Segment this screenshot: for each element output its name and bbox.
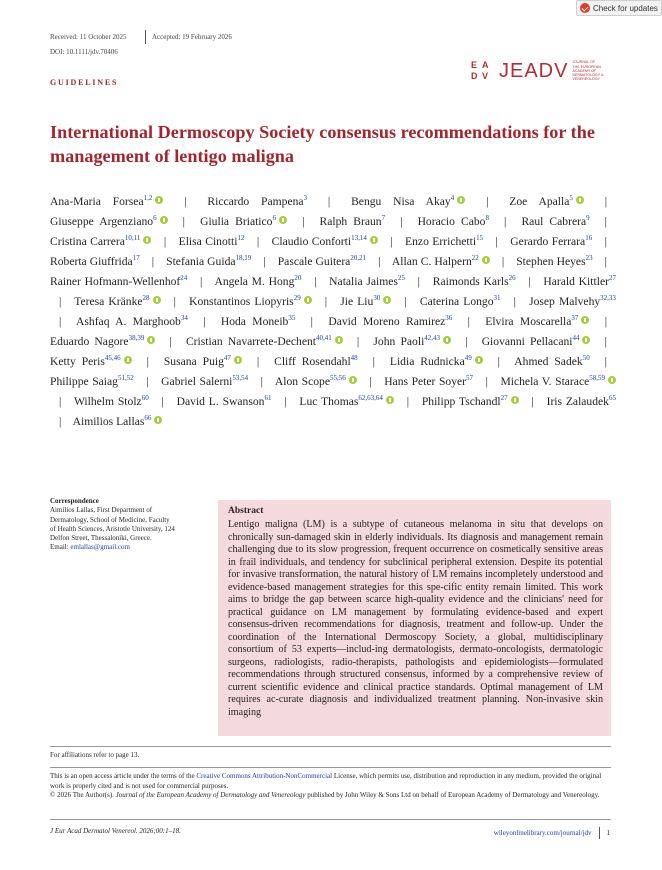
abstract-heading: Abstract (228, 506, 264, 516)
affiliation-ref[interactable]: 29 (293, 294, 301, 302)
correspondence (50, 497, 200, 553)
author-separator: | (314, 275, 317, 288)
author-separator: | (146, 355, 149, 368)
affiliation-ref[interactable]: 38,39 (128, 334, 145, 342)
orcid-icon[interactable] (143, 236, 151, 244)
affiliation-ref[interactable]: 5 (569, 194, 573, 202)
author-separator: | (604, 355, 607, 368)
correspondence-email-link[interactable]: emlallas@gmail.com (70, 543, 130, 552)
author-separator: | (310, 315, 313, 328)
author-name: Caterina Longo (419, 295, 494, 308)
author-separator: | (302, 215, 305, 228)
author (319, 215, 385, 228)
author-separator: | (324, 295, 328, 308)
author (161, 375, 248, 388)
author-separator: | (486, 195, 489, 208)
affiliation-ref[interactable]: 51,52 (117, 374, 134, 382)
affiliation-ref[interactable]: 50 (582, 354, 590, 362)
check-for-updates-button[interactable] (576, 0, 662, 16)
author (189, 295, 312, 308)
author-name: Alon Scope (274, 375, 330, 388)
affiliation-ref[interactable]: 44 (572, 334, 580, 342)
journal-logo (471, 60, 611, 82)
author-name: Raimonds Karls (432, 275, 509, 288)
orcid-icon[interactable] (482, 256, 490, 264)
author-separator: | (604, 335, 607, 348)
affiliation-ref[interactable]: 60 (141, 394, 149, 402)
affiliation-ref[interactable]: 3 (303, 194, 308, 202)
orcid-icon[interactable] (124, 356, 132, 364)
affiliation-ref[interactable]: 32,33 (600, 294, 616, 302)
affiliation-ref[interactable]: 10,11 (124, 234, 141, 242)
author (485, 315, 589, 328)
author-name: Zoe Apalla (509, 195, 570, 208)
author-separator: | (356, 335, 360, 348)
author (482, 335, 591, 348)
author-separator: | (404, 295, 407, 308)
author-name: Konstantinos Liopyris (189, 295, 294, 308)
author-name: Teresa Kränke (74, 295, 143, 308)
author (272, 235, 378, 248)
author (351, 195, 465, 208)
author-separator: | (256, 235, 260, 248)
author-name: Cristian Navarrete-Dechent (185, 335, 317, 348)
author-name: Enzo Errichetti (405, 235, 477, 248)
affiliation-ref[interactable]: 62,63,64 (358, 394, 383, 402)
affiliation-ref[interactable]: 20 (294, 274, 302, 282)
author-separator: | (146, 375, 149, 388)
author-name: Ralph Braun (319, 215, 382, 228)
affiliation-ref[interactable]: 26 (508, 274, 516, 282)
author-name: Ashfaq A. Marghoob (76, 315, 181, 328)
author-separator: | (161, 395, 164, 408)
author (529, 295, 616, 308)
author (514, 355, 589, 368)
orcid-icon[interactable] (581, 316, 589, 324)
author-separator: | (467, 315, 470, 328)
author-separator: | (260, 375, 263, 388)
author (214, 275, 301, 288)
orcid-icon[interactable] (457, 196, 465, 204)
orcid-icon[interactable] (582, 336, 590, 344)
author-name: Michela V. Starace (500, 375, 590, 388)
author-name: Raul Cabrera (521, 215, 587, 228)
orcid-icon[interactable] (349, 376, 357, 384)
orcid-icon[interactable] (154, 416, 162, 424)
author-name: Gabriel Salerni (161, 375, 233, 388)
author-name: Natalia Jaimes (329, 275, 398, 288)
orcid-icon[interactable] (608, 376, 616, 384)
author (420, 295, 501, 308)
author (200, 215, 287, 228)
affiliation-ref[interactable]: 49 (464, 354, 472, 362)
author-separator: | (59, 315, 62, 328)
author-name: Bengu Nisa Akay (351, 195, 451, 208)
author (516, 255, 592, 268)
author-separator: | (200, 275, 203, 288)
author-separator: | (528, 275, 531, 288)
author-separator: | (151, 255, 155, 268)
author-separator: | (604, 255, 607, 268)
author-separator: | (173, 295, 176, 308)
section-label: GUIDELINES (50, 78, 119, 87)
divider (50, 819, 611, 820)
author-separator: | (182, 215, 185, 228)
author (510, 235, 592, 248)
author (433, 275, 516, 288)
correspondence-line: Dermatology, School of Medicine, Faculty (50, 515, 170, 524)
article-title: International Dermoscopy Society consensus recommendations for the management of lentigo maligna (50, 122, 595, 166)
orcid-icon[interactable] (335, 336, 343, 344)
author-name: Philippe Saiag (50, 375, 118, 388)
orcid-icon[interactable] (304, 296, 312, 304)
author-name: Hans Peter Soyer (384, 375, 466, 388)
author (340, 295, 391, 308)
author-separator: | (417, 275, 420, 288)
author (50, 355, 132, 368)
author-separator: | (169, 335, 172, 348)
affiliation-ref[interactable]: 15 (476, 234, 484, 242)
affiliation-ref[interactable]: 28 (142, 294, 150, 302)
author (509, 195, 584, 208)
author-name: Riccardo Pampena (207, 195, 304, 208)
divider (50, 767, 611, 768)
author-name: Eduardo Nagore (50, 335, 129, 348)
affiliation-ref[interactable]: 36 (445, 314, 453, 322)
author (76, 315, 188, 328)
affiliation-ref[interactable]: 18,19 (235, 254, 252, 262)
author (392, 255, 490, 268)
author-name: Philipp Tschandl (421, 395, 501, 408)
received-date: Received: 11 October 2025 (50, 33, 127, 41)
author (50, 275, 187, 288)
author (74, 395, 149, 408)
author-name: Giovanni Pellacani (481, 335, 573, 348)
author (274, 355, 358, 368)
correspondence-heading: Correspondence (50, 497, 99, 505)
affiliation-ref[interactable]: 7 (381, 214, 386, 222)
author-separator: | (504, 215, 507, 228)
affiliation-ref[interactable]: 48 (350, 354, 358, 362)
affiliation-ref[interactable]: 66 (144, 414, 152, 422)
author-name: Gerardo Ferrara (510, 235, 586, 248)
author-separator: | (59, 415, 62, 428)
affiliation-ref[interactable]: 20,21 (350, 254, 367, 262)
correspondence-line: Delfon Street, Thessaloniki, Greece. (50, 534, 152, 543)
author (521, 215, 589, 228)
author-name: Stefania Guida (166, 255, 236, 268)
correspondence-email-line: Email: emlallas@gmail.com (50, 543, 130, 552)
author-separator: | (284, 395, 287, 408)
author-name: Allan C. Halpern (391, 255, 472, 268)
affiliation-ref[interactable]: 47 (223, 354, 231, 362)
author-separator: | (400, 215, 403, 228)
author-separator: | (327, 195, 331, 208)
author-name: Lidia Rudnicka (389, 355, 465, 368)
affiliation-ref[interactable]: 17 (132, 254, 140, 262)
author (547, 395, 616, 408)
author-separator: | (495, 235, 498, 248)
author-name: Hoda Moneib (220, 315, 289, 328)
author-separator: | (59, 295, 62, 308)
author-separator: | (465, 335, 468, 348)
journal-tagline: JOURNAL OF THE EUROPEAN ACADEMY OF DERMATOLOGY & VENEREOLOGY (572, 60, 604, 82)
author-name: Elvira Moscarella (485, 315, 572, 328)
author (73, 415, 163, 428)
affiliation-ref[interactable]: 27 (608, 274, 616, 282)
affiliation-ref[interactable]: 37 (571, 314, 579, 322)
author-name: Harald Kittler (543, 275, 609, 288)
orcid-icon[interactable] (386, 396, 394, 404)
author (50, 375, 134, 388)
author-separator: | (604, 235, 607, 248)
abstract-text: Lentigo maligna (LM) is a subtype of cutaneous melanoma in situ that develops on chronically sun-damaged skin in elderly individuals. Its diagnosis and management remain challenging due to its slow progression, frequent occurrence on cosmetically sensitive areas in frail individuals, and tendency for subclinical peripheral extension. Despite its potential for invasive transformation, the natural history of LM remains incompletely understood and evidence-based management strategies for this spe-cific entity remain limited. This work aims to bridge the gap between scarce high-quality evidence and the clinicians' need for practical guidance on LM management by formulating evidence-based and expert consensus-driven recommendations for diagnosis, treatment and follow-up. Under the coordination of the International Dermoscopy Society, a global, multidisciplinary consortium of 53 experts—includ-ing dermatologists, dermato-oncologists, dermatologic surgeons, radiologists, radio-therapists, pathologists and epidemiologists—formulated recommendations through structured consensus, informed by a comprehensive review of current scientific evidence and clinical practice standards. Optimal management of LM requires ac-curate diagnosis and individualized treatment planning. Non-invasive skin imaging (228, 519, 603, 718)
affiliation-ref[interactable]: 16 (585, 234, 593, 242)
affiliations-note: For affiliations refer to page 13. (50, 751, 140, 759)
author-separator: | (497, 355, 500, 368)
author-separator: | (369, 375, 372, 388)
affiliation-ref[interactable]: 53,54 (232, 374, 249, 382)
page-number: 1 (606, 829, 610, 837)
author-separator: | (372, 355, 375, 368)
author-separator: | (184, 195, 187, 208)
author (179, 235, 245, 248)
author (299, 395, 393, 408)
author-name: Iris Zalaudek (546, 395, 609, 408)
meta-divider (145, 30, 146, 44)
author (384, 375, 473, 388)
author-name: Wilhelm Stolz (73, 395, 142, 408)
author-separator: | (378, 255, 381, 268)
author-name: Elisa Cinotti (178, 235, 238, 248)
author (405, 235, 483, 248)
affiliation-ref[interactable]: 31 (493, 294, 501, 302)
author-separator: | (513, 295, 516, 308)
author (422, 395, 519, 408)
author-separator: | (256, 355, 260, 368)
license-notice: This is an open access article under the terms of the Creative Commons Attribution-NonCommercial License, which permits use, distribution and reproduction in any medium, provided the original work is properly cited and is not used for commercial purposes. © 2026 The Author(s). Journal of the European Academy of Dermatology and Venereology published by John Wiley & Sons Ltd on behalf of European Academy of Dermatology and Venereology. (50, 772, 602, 799)
orcid-icon[interactable] (511, 396, 519, 404)
footer-divider (599, 827, 600, 839)
license-link[interactable]: Creative Commons Attribution-NonCommercial (196, 772, 333, 780)
orcid-icon[interactable] (370, 236, 378, 244)
author (329, 275, 405, 288)
author-separator: | (531, 395, 534, 408)
author-name: Ketty Peris (50, 355, 105, 368)
author (186, 335, 343, 348)
author-separator: | (406, 395, 410, 408)
author-name: Cliff Rosendahl (274, 355, 351, 368)
author-name: Horacio Cabo (417, 215, 486, 228)
author-name: Aimilios Lallas (72, 415, 145, 428)
author (207, 195, 307, 208)
affiliation-ref[interactable]: 25 (397, 274, 405, 282)
author-separator: | (604, 195, 608, 208)
check-updates-label: Check for updates (593, 3, 658, 13)
author-separator: | (203, 315, 206, 328)
orcid-icon[interactable] (443, 336, 451, 344)
author-name: Giuseppe Argenziano (50, 215, 154, 228)
orcid-icon[interactable] (160, 216, 168, 224)
author-separator: | (59, 395, 62, 408)
affiliation-ref[interactable]: 23 (585, 254, 593, 262)
author-name: Pascale Guitera (277, 255, 351, 268)
author (50, 335, 155, 348)
author-name: David Moreno Ramirez (328, 315, 446, 328)
affiliation-ref[interactable]: 57 (466, 374, 473, 382)
author-separator: | (263, 255, 266, 268)
affiliation-ref[interactable]: 55,56 (329, 374, 346, 382)
author (74, 295, 160, 308)
affiliation-ref[interactable]: 34 (180, 314, 188, 322)
author-name: Roberta Giuffrida (50, 255, 133, 268)
author-name: Claudio Conforti (271, 235, 352, 248)
correspondence-line: of Health Sciences, Aristotle University, 124 (50, 524, 175, 533)
author (500, 375, 616, 388)
check-updates-icon (580, 3, 590, 13)
affiliation-ref[interactable]: 4 (450, 194, 455, 202)
author (278, 255, 366, 268)
affiliation-ref[interactable]: 1,2 (143, 194, 153, 202)
author-name: Ana-Maria Forsea (50, 195, 144, 208)
affiliation-ref[interactable]: 35 (288, 314, 296, 322)
accepted-date: Accepted: 19 February 2026 (152, 33, 232, 41)
author-name: Giulia Briatico (200, 215, 273, 228)
author (177, 395, 272, 408)
author-name: Luc Thomas (299, 395, 359, 408)
author (50, 235, 151, 248)
affiliation-ref[interactable]: 12 (237, 234, 245, 242)
author-separator: | (163, 235, 167, 248)
affiliation-ref[interactable]: 42,43 (424, 334, 441, 342)
affiliation-ref[interactable]: 45,46 (104, 354, 121, 362)
affiliation-ref[interactable]: 8 (485, 214, 489, 222)
author-separator: | (604, 215, 607, 228)
author-name: David L. Swanson (176, 395, 265, 408)
orcid-icon[interactable] (147, 336, 155, 344)
citation: J Eur Acad Dermatol Venereol. 2026;00:1–18. (50, 827, 181, 835)
affiliation-ref[interactable]: 13,14 (351, 234, 367, 242)
author (50, 195, 163, 208)
author (418, 215, 489, 228)
author-name: Cristina Carrera (50, 235, 125, 248)
affiliation-ref[interactable]: 30 (373, 294, 381, 302)
author-separator: | (604, 315, 608, 328)
correspondence-line: Aimilios Lallas, First Department of (50, 506, 153, 515)
author (328, 315, 452, 328)
author (390, 355, 483, 368)
author-list (50, 192, 616, 432)
author (275, 375, 357, 388)
author-name: Jie Liu (340, 295, 374, 308)
affiliation-ref[interactable]: 6 (272, 214, 276, 222)
author-name: Susana Puig (163, 355, 224, 368)
author-separator: | (390, 235, 393, 248)
divider (50, 746, 611, 747)
affiliation-ref[interactable]: 58,59 (589, 374, 605, 382)
affiliation-ref[interactable]: 6 (153, 214, 157, 222)
author (373, 335, 451, 348)
affiliation-ref[interactable]: 61 (264, 394, 272, 402)
orcid-icon[interactable] (155, 196, 163, 204)
author (164, 355, 242, 368)
eadv-mark-icon: E A D V (471, 60, 489, 81)
affiliation-ref[interactable]: 40,41 (316, 334, 332, 342)
author (166, 255, 251, 268)
author-name: Ahmed Sadek (514, 355, 583, 368)
author-name: Josep Malvehy (529, 295, 601, 308)
affiliation-ref[interactable]: 65 (608, 394, 616, 402)
orcid-icon[interactable] (383, 296, 391, 304)
author (221, 315, 296, 328)
affiliation-ref[interactable]: 9 (586, 214, 590, 222)
affiliation-ref[interactable]: 22 (471, 254, 479, 262)
author-separator: | (501, 255, 505, 268)
author (50, 215, 168, 228)
footer-right (494, 827, 610, 839)
orcid-icon[interactable] (576, 196, 584, 204)
author-name: Stephen Heyes (516, 255, 586, 268)
author-name: John Paoli (373, 335, 425, 348)
orcid-icon[interactable] (234, 356, 242, 364)
affiliation-ref[interactable]: 27 (500, 394, 508, 402)
journal-wordmark: JEADV (499, 59, 569, 82)
author-separator: | (485, 375, 488, 388)
orcid-icon[interactable] (153, 296, 161, 304)
orcid-icon[interactable] (279, 216, 287, 224)
journal-url-link[interactable]: wileyonlinelibrary.com/journal/jdv (493, 829, 592, 837)
orcid-icon[interactable] (475, 356, 483, 364)
doi[interactable]: DOI: 10.1111/jdv.70406 (50, 48, 118, 56)
journal-name: Journal of the European Academy of Dermatology and Venereology (115, 791, 306, 799)
author-name: Rainer Hofmann-Wellenhof (50, 275, 181, 288)
abstract-box (218, 500, 611, 736)
author (543, 275, 616, 288)
affiliation-ref[interactable]: 24 (180, 274, 188, 282)
author (50, 255, 140, 268)
author-name: Angela M. Hong (214, 275, 295, 288)
